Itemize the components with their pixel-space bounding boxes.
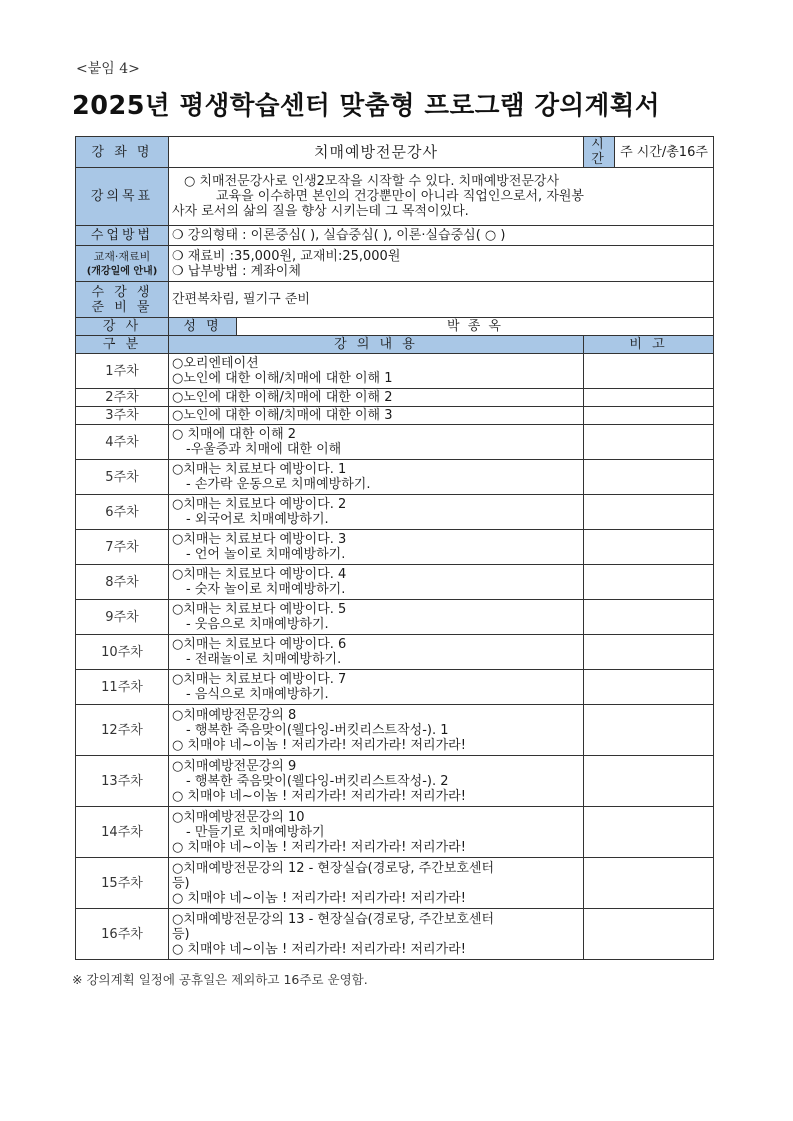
content-line: ○노인에 대한 이해/치매에 대한 이해 3	[172, 408, 393, 423]
week-remarks	[584, 460, 714, 495]
schedule-row	[76, 909, 714, 960]
content-line: ○치매는 치료보다 예방이다. 4	[172, 567, 347, 582]
content-line: ○노인에 대한 이해/치매에 대한 이해 1	[172, 371, 393, 386]
week-content	[169, 354, 584, 389]
content-line: ○오리엔테이션	[172, 356, 259, 371]
document-title: 2025년 평생학습센터 맞춤형 프로그램 강의계획서	[72, 91, 661, 121]
week-label: 7주차	[76, 530, 169, 565]
schedule-row	[76, 600, 714, 635]
content-line: ○ 치매야 네~이놈 ! 저리가라! 저리가라! 저리가라!	[172, 839, 466, 855]
week-remarks	[584, 600, 714, 635]
content-line: - 외국어로 치매예방하기.	[186, 512, 329, 527]
week-remarks	[584, 389, 714, 407]
week-remarks	[584, 407, 714, 425]
content-line: - 행복한 죽음맞이(웰다잉-버킷리스트작성-). 2	[186, 773, 449, 789]
schedule-row	[76, 756, 714, 807]
content-header: 강 의 내 용	[169, 336, 584, 354]
content-line: ○치매예방전문강의 9	[172, 758, 297, 774]
goal-line: ○ 치매전문강사로 인생2모작을 시작할 수 있다. 치매예방전문강사	[184, 174, 560, 189]
week-remarks	[584, 756, 714, 807]
content-line: ○치매는 치료보다 예방이다. 6	[172, 637, 347, 652]
schedule-row	[76, 670, 714, 705]
week-content	[169, 389, 584, 407]
schedule-row	[76, 495, 714, 530]
content-line: ○치매는 치료보다 예방이다. 1	[172, 462, 347, 477]
content-line: ○치매는 치료보다 예방이다. 7	[172, 672, 347, 687]
week-remarks	[584, 858, 714, 909]
content-line: - 손가락 운동으로 치매예방하기.	[186, 477, 371, 492]
content-line: ○ 치매야 네~이놈 ! 저리가라! 저리가라! 저리가라!	[172, 890, 466, 906]
week-label: 5주차	[76, 460, 169, 495]
week-content	[169, 460, 584, 495]
course-label: 강 좌 명	[76, 137, 169, 168]
goal-label: 강의목표	[76, 168, 169, 226]
content-line: ○치매예방전문강의 12 - 현장실습(경로당, 주간보호센터	[172, 860, 495, 876]
content-line: ○치매예방전문강의 8	[172, 707, 297, 723]
time-label: 시 간	[584, 137, 615, 168]
week-content	[169, 705, 584, 756]
content-line: - 웃음으로 치매예방하기.	[186, 617, 329, 632]
schedule-row	[76, 635, 714, 670]
schedule-rows	[76, 354, 714, 960]
content-line: - 음식으로 치매예방하기.	[186, 687, 329, 702]
week-label: 9주차	[76, 600, 169, 635]
content-line: - 전래놀이로 치매예방하기.	[186, 652, 342, 667]
week-remarks	[584, 909, 714, 960]
week-content	[169, 670, 584, 705]
week-content	[169, 495, 584, 530]
content-line: - 행복한 죽음맞이(웰다잉-버킷리스트작성-). 1	[186, 722, 449, 738]
week-label: 4주차	[76, 425, 169, 460]
footnote: ※ 강의계획 일정에 공휴일은 제외하고 16주로 운영함.	[72, 972, 368, 987]
content-line: - 언어 놀이로 치매예방하기.	[186, 547, 346, 562]
week-remarks	[584, 495, 714, 530]
attachment-label: <붙임 4>	[76, 61, 140, 77]
week-label: 15주차	[76, 858, 169, 909]
week-label: 1주차	[76, 354, 169, 389]
content-line: ○치매는 치료보다 예방이다. 3	[172, 532, 347, 547]
method-label: 수업방법	[76, 226, 169, 246]
schedule-row	[76, 460, 714, 495]
week-content	[169, 565, 584, 600]
week-content	[169, 600, 584, 635]
instructor-name: 박 종 옥	[237, 318, 714, 336]
content-line: - 만들기로 치매예방하기	[186, 824, 325, 840]
instructor-name-label: 성 명	[169, 318, 237, 336]
week-label: 8주차	[76, 565, 169, 600]
goal-text	[169, 168, 714, 226]
schedule-row	[76, 354, 714, 389]
remarks-header: 비 고	[584, 336, 714, 354]
lecture-plan-table	[75, 136, 714, 960]
week-label: 10주차	[76, 635, 169, 670]
week-label: 6주차	[76, 495, 169, 530]
content-line: ○치매예방전문강의 10	[172, 809, 305, 825]
week-remarks	[584, 635, 714, 670]
week-label: 16주차	[76, 909, 169, 960]
schedule-row	[76, 407, 714, 425]
goal-line: 사자 로서의 삶의 질을 향상 시키는데 그 목적이있다.	[172, 204, 469, 219]
week-content	[169, 635, 584, 670]
content-line: ○ 치매야 네~이놈 ! 저리가라! 저리가라! 저리가라!	[172, 941, 466, 957]
week-content	[169, 807, 584, 858]
content-line: 등)	[172, 875, 190, 891]
fees-value: ❍ 재료비 :35,000원, 교재비:25,000원 ❍ 납부방법 : 계좌이체	[169, 246, 714, 282]
fees-label: 교재·재료비 (개강일에 안내)	[76, 246, 169, 282]
week-remarks	[584, 565, 714, 600]
week-label: 11주차	[76, 670, 169, 705]
schedule-row	[76, 530, 714, 565]
content-line: ○ 치매에 대한 이해 2	[172, 427, 297, 442]
week-content	[169, 858, 584, 909]
week-remarks	[584, 807, 714, 858]
prep-value: 간편복차림, 필기구 준비	[169, 282, 714, 318]
week-remarks	[584, 425, 714, 460]
week-header: 구 분	[76, 336, 169, 354]
prep-label: 수 강 생 준 비 물	[76, 282, 169, 318]
week-label: 13주차	[76, 756, 169, 807]
schedule-row	[76, 705, 714, 756]
week-remarks	[584, 705, 714, 756]
week-label: 3주차	[76, 407, 169, 425]
method-value: ❍ 강의형태 : 이론중심( ), 실습중심( ), 이론·실습중심( ○ )	[169, 226, 714, 246]
week-label: 12주차	[76, 705, 169, 756]
content-line: ○치매예방전문강의 13 - 현장실습(경로당, 주간보호센터	[172, 911, 495, 927]
content-line: ○ 치매야 네~이놈 ! 저리가라! 저리가라! 저리가라!	[172, 737, 466, 753]
week-content	[169, 425, 584, 460]
schedule-row	[76, 389, 714, 407]
week-remarks	[584, 670, 714, 705]
schedule-row	[76, 425, 714, 460]
schedule-row	[76, 858, 714, 909]
week-content	[169, 407, 584, 425]
time-value: 주 시간/총16주	[615, 137, 714, 168]
goal-line: 교육을 이수하면 본인의 건강뿐만이 아니라 직업인으로서, 자원봉	[216, 189, 584, 204]
instructor-label: 강 사	[76, 318, 169, 336]
content-line: - 숫자 놀이로 치매예방하기.	[186, 582, 346, 597]
week-remarks	[584, 354, 714, 389]
content-line: ○치매는 치료보다 예방이다. 5	[172, 602, 347, 617]
content-line: ○ 치매야 네~이놈 ! 저리가라! 저리가라! 저리가라!	[172, 788, 466, 804]
week-content	[169, 909, 584, 960]
week-remarks	[584, 530, 714, 565]
week-label: 2주차	[76, 389, 169, 407]
content-line: -우울증과 치매에 대한 이해	[186, 442, 342, 457]
week-content	[169, 530, 584, 565]
content-line: ○노인에 대한 이해/치매에 대한 이해 2	[172, 390, 393, 405]
content-line: 등)	[172, 926, 190, 942]
schedule-row	[76, 565, 714, 600]
week-content	[169, 756, 584, 807]
course-name: 치매예방전문강사	[169, 137, 584, 168]
week-label: 14주차	[76, 807, 169, 858]
schedule-row	[76, 807, 714, 858]
content-line: ○치매는 치료보다 예방이다. 2	[172, 497, 347, 512]
